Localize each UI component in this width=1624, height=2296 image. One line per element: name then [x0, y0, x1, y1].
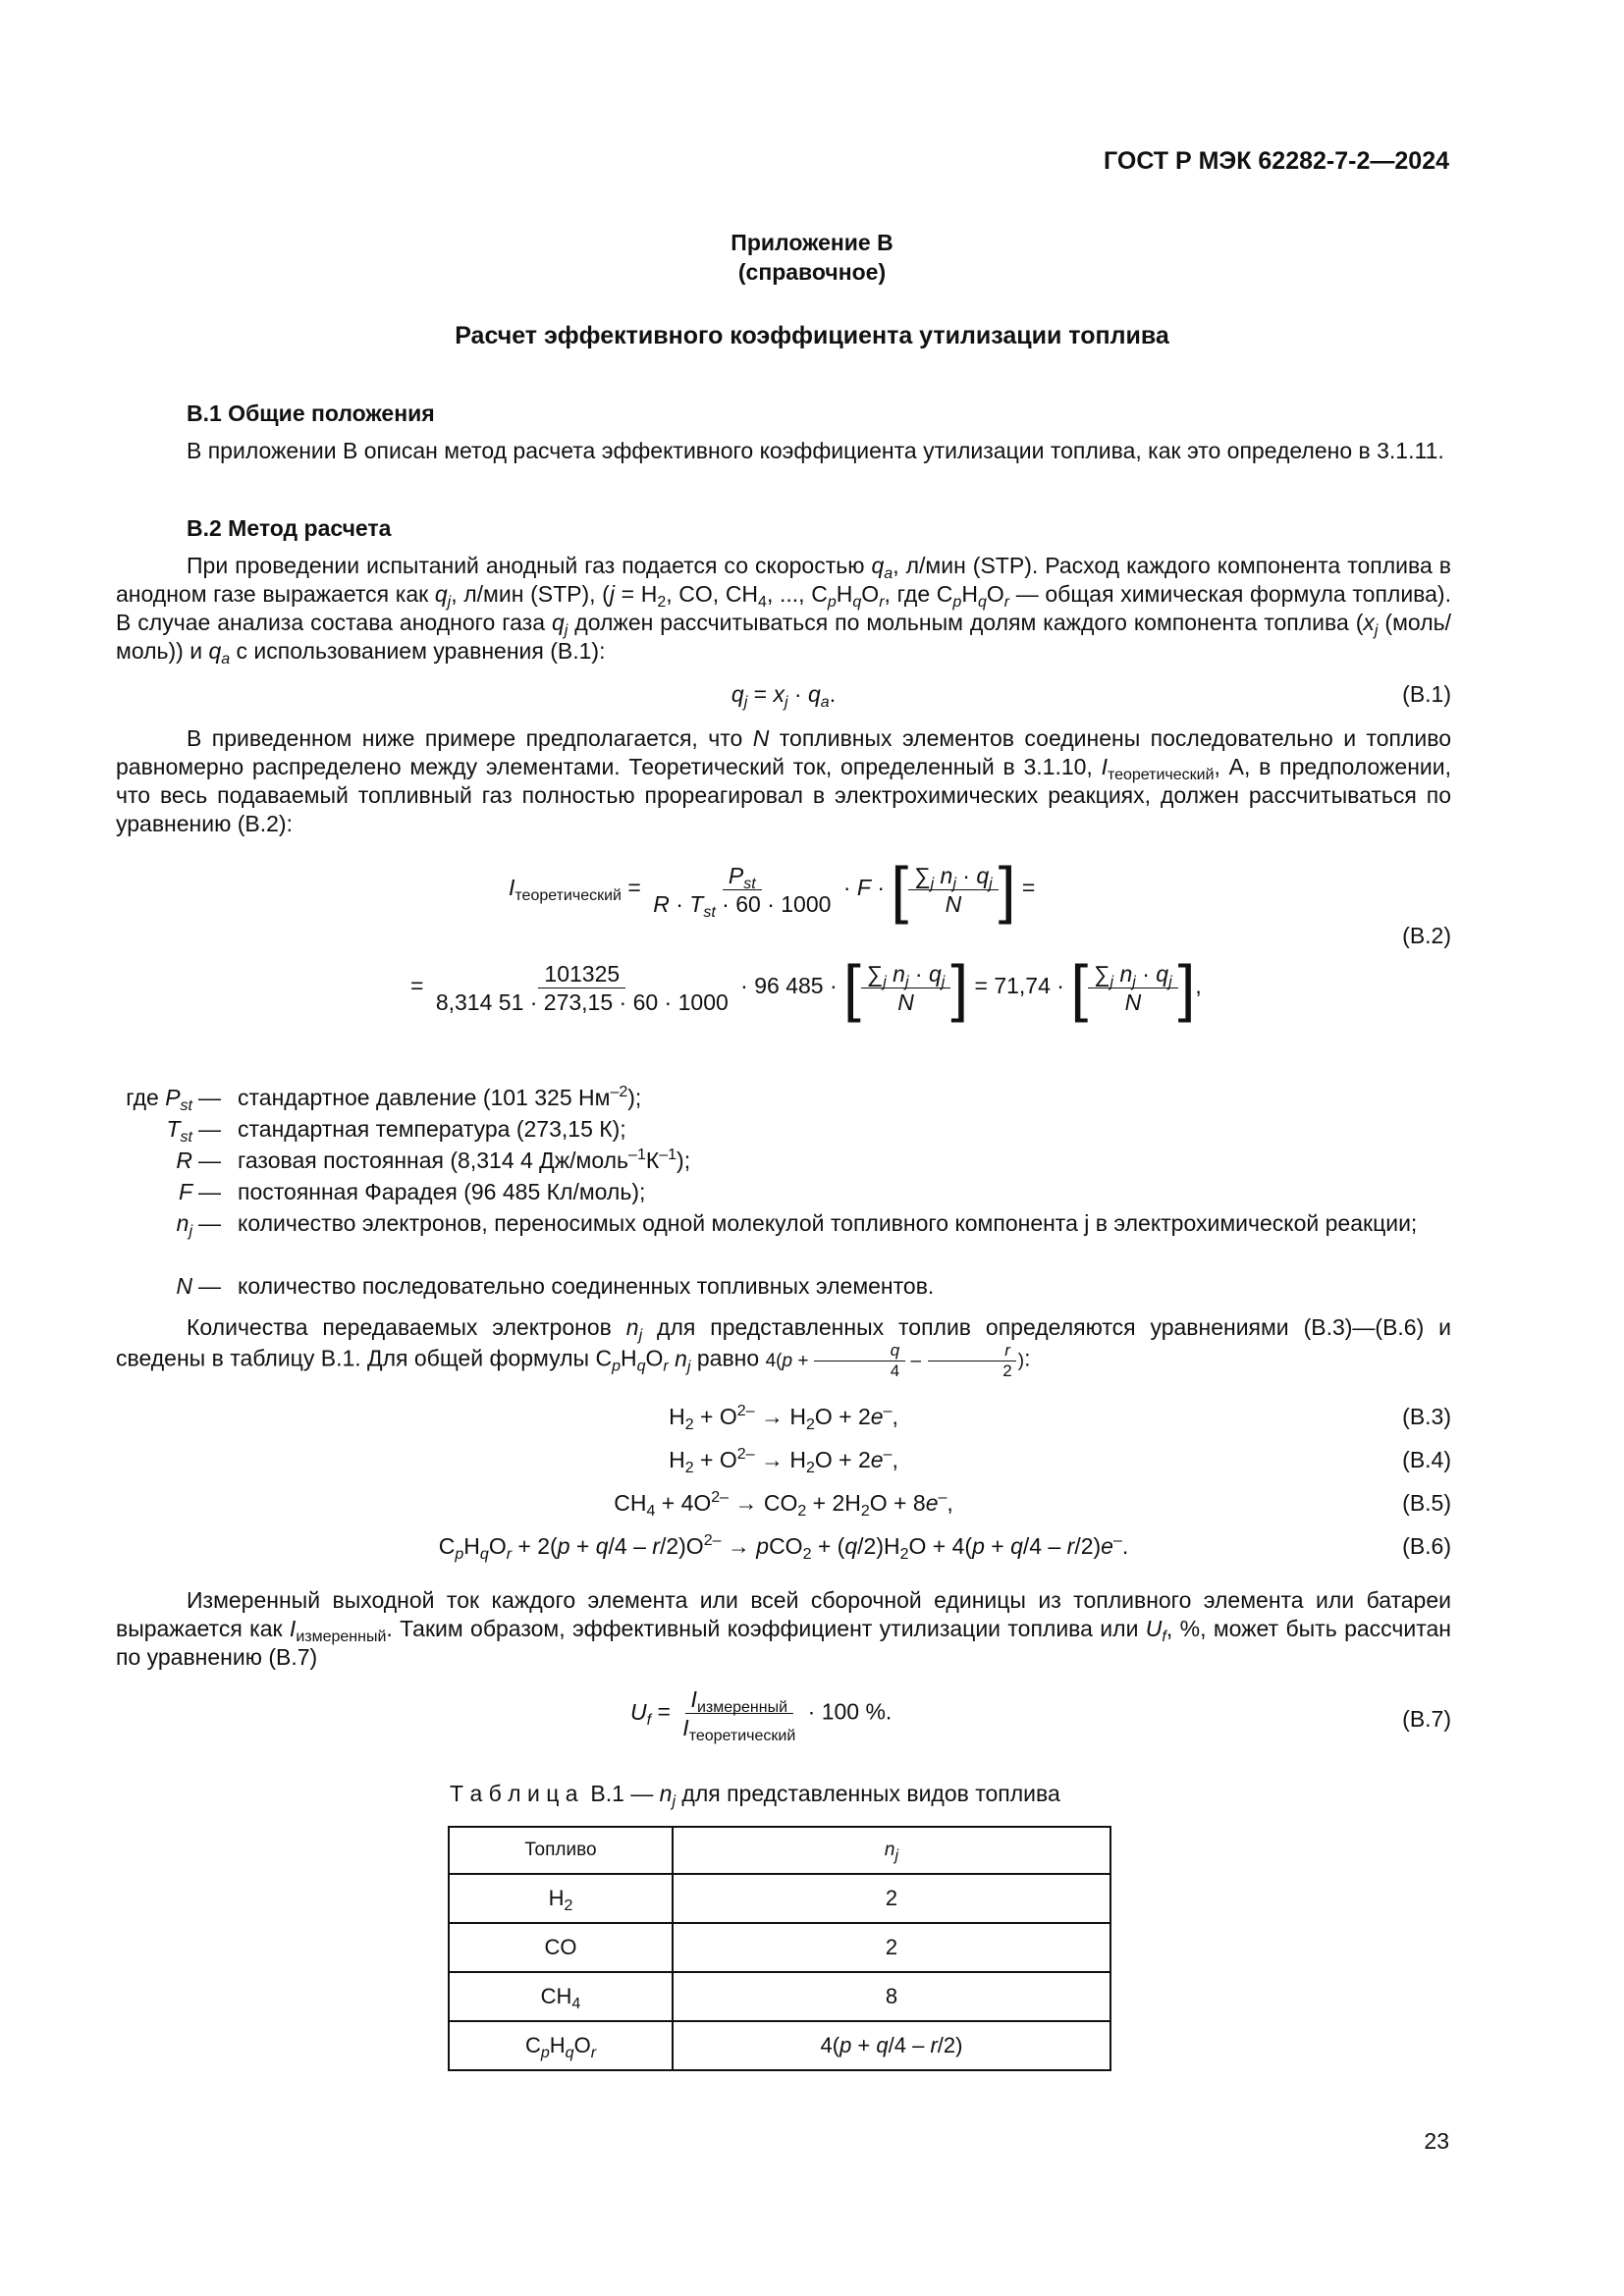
table-cell-nj: 8 [673, 1972, 1110, 2021]
page-number: 23 [1424, 2128, 1449, 2154]
standard-header: ГОСТ Р МЭК 62282-7-2—2024 [1104, 147, 1449, 175]
section-b2-paragraph-1: При проведении испытаний анодный газ подается со скоростью $q_a$, л/мин (STP). Расход каждого компонента топлива в анодном газе выражается как $q_j$, л/мин (STP), ($j = H_2$, CO, $CH_4$, ..., $C_pH_qO_r$, где $C_pH_qO_r$ — общая химическая формула топлива). В случае анализа состава анодного газа $q_j$ должен рассчитываться по мольным долям каждого компонента топлива ($x_j$ (моль/моль)) и $q_a$ с использованием уравнения (В.1): [116, 553, 1451, 667]
appendix-subtitle: (справочное) [737, 259, 887, 285]
equation-b2-number: (В.2) [1402, 923, 1451, 948]
equation-b5-number: (В.5) [1402, 1490, 1451, 1516]
equation-b7-number: (В.7) [1402, 1706, 1451, 1732]
section-b2-title: В.2 Метод расчета [187, 515, 392, 541]
section-b1-text: В приложении В описан метод расчета эффективного коэффициента утилизации топлива, как это определено в 3.1.11. [187, 438, 1444, 463]
section-b1-title: В.1 Общие положения [187, 400, 435, 426]
equation-b7: $U_f$ = $\frac{I_{измеренный}}{I_{теоретический}}$ · 100 %. (В.7) [630, 1686, 1451, 1744]
table-header-fuel: Топливо [449, 1827, 673, 1874]
equation-b4-number: (В.4) [1402, 1447, 1451, 1472]
equation-b1-number: (В.1) [1402, 681, 1451, 707]
appendix-heading: Расчет эффективного коэффициента утилизации топлива [455, 322, 1169, 349]
table-row [449, 1972, 1110, 2021]
table-caption: Т а б л и ц а В.1 — $n_j$ для представленных видов топлива [450, 1781, 1060, 1810]
table-cell-nj: 2 [673, 1923, 1110, 1972]
fuel-table [448, 1826, 1111, 2071]
equation-b1: $q_j = x_j \cdot q_a$. (В.1) [731, 681, 1451, 711]
legend-row: $n_j$ — количество электронов, переносимых одной молекулой топливного компонента j в электрохимической реакции; [176, 1210, 1418, 1240]
equation-b6-number: (В.6) [1402, 1533, 1451, 1559]
table-row [449, 2021, 1110, 2070]
table-cell-fuel: $C_pH_qO_r$ [449, 2021, 673, 2070]
table-cell-fuel: $H_2$ [449, 1874, 673, 1923]
equation-b3-number: (В.3) [1402, 1404, 1451, 1429]
table-header-nj: $n_j$ [673, 1827, 1110, 1874]
section-b2-paragraph-2: В приведенном ниже примере предполагается, что N топливных элементов соединены последовательно и топливо равномерно распределено между элементами. Теоретический ток, определенный в 3.1.10, $I_{теоретический}$, А, в предположении, что весь подаваемый топливный газ полностью прореагировал в электрохимических реакциях, должен рассчитываться по уравнению (В.2): [116, 725, 1452, 836]
table-cell-fuel: CO [449, 1923, 673, 1972]
table-cell-nj: 4(p + q/4 – r/2) [673, 2021, 1110, 2070]
table-cell-fuel: $CH_4$ [449, 1972, 673, 2021]
table-row [449, 1874, 1110, 1923]
appendix-title: Приложение В [731, 230, 893, 255]
equation-b2: $I_{теоретический}$ = $\frac{P_{st}}{R \cdot T_{st} \cdot 60 \cdot 1000}$ · F · [ $\frac{\sum_j n_j \cdot q_j}{N}$ ] = (В.2) = $\frac{101325}{8,314 51 \cdot 273,15 \cdot 60 \cdot 1000}$ · 96 485 · [ $\frac{\sum_j n_j \cdot q_j}{N}$ ] = 71,74 · [ $\frac{\sum_j n_j \cdot q_j}{N}$ ], [410, 854, 1451, 1023]
section-b2-paragraph-4: Измеренный выходной ток каждого элемента или всей сборочной единицы из топливного элемента или батареи выражается как $I_{измеренный}$. Таким образом, эффективный коэффициент утилизации топлива или $U_f$, %, может быть рассчитан по уравнению (В.7) [116, 1587, 1451, 1670]
table-header-row [449, 1827, 1110, 1874]
equations-b3-b6: $H_2 + O^{2-} \to H_2O + 2e^-$, (В.3) $H_2 + O^{2-} \to H_2O + 2e^-$, (В.4) $CH_4 + 4O^{2-} \to CO_2 + 2H_2O + 8e^-$, (В.5) $C_pH_qO_r + 2(p + q/4 - r/2)O^{2-} \to pCO_2 + (q/2)H_2O + 4(p + q/4 - r/2)e^-$. (В.6) [438, 1403, 1451, 1563]
table-cell-nj: 2 [673, 1874, 1110, 1923]
section-b2-paragraph-3: Количества передаваемых электронов $n_j$ для представленных топлив определяются уравнениями (В.3)—(В.6) и сведены в таблицу В.1. Для общей формулы $C_pH_qO_r$ $n_j$ равно 4(p + $\frac{q}{4}$ – $\frac{r}{2}$ ): [116, 1314, 1452, 1380]
table-row [449, 1923, 1110, 1972]
